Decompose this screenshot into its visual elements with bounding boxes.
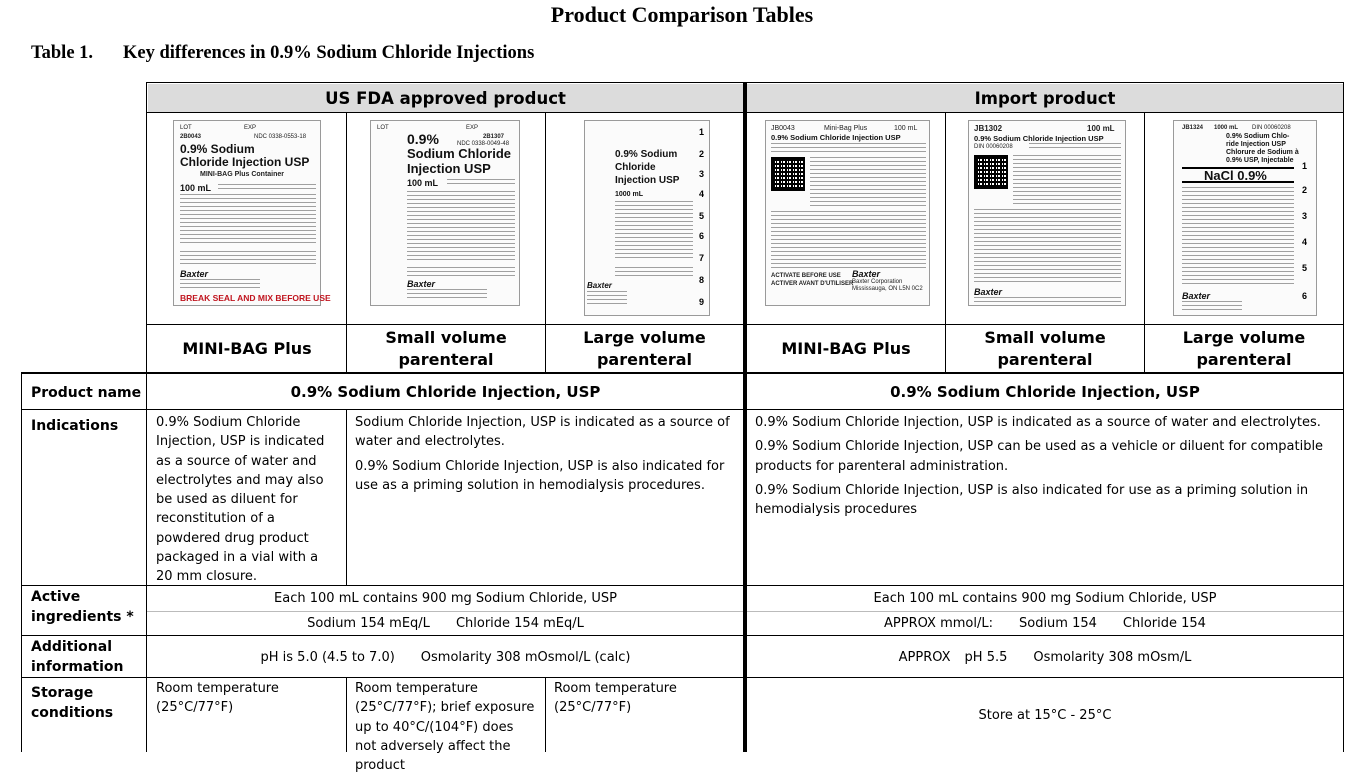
import-chloride-value: Chloride 154: [1122, 616, 1206, 631]
row-label-additional-information: Additional information: [31, 639, 124, 675]
us-sodium-value: Sodium 154 mEq/L: [307, 616, 430, 631]
label-image-import-large-volume: JB1324 1000 mL DIN 00060208 0.9% Sodium Chlo- ride Injection USP Chlorure de Sodium à 0.9% USP, Injectable NaCl 0.9% Baxter 1 2 3 4 5 6: [1173, 120, 1317, 316]
subheader-import-minibag: MINI-BAG Plus: [781, 339, 911, 358]
row-label-indications: Indications: [31, 418, 119, 434]
storage-us-large-volume: Room temperature (25°C/77°F): [554, 681, 677, 716]
us-fda-header: US FDA approved product: [148, 84, 743, 112]
subheader-import-small-volume: Small volume parenteral: [984, 328, 1106, 369]
row-label-product-name: Product name: [31, 385, 142, 401]
row-label-active-ingredients: Active ingredients *: [31, 589, 134, 625]
us-ph-value: pH is 5.0 (4.5 to 7.0): [260, 649, 395, 665]
subheader-us-small-volume: Small volume parenteral: [385, 328, 507, 369]
indications-us-minibag: 0.9% Sodium Chloride Injection, USP is indicated as a source of water and electrolytes and may also be used as diluent for reconstitution of a powdered drug product packaged in a vial with a 20 mm closure.: [156, 415, 325, 585]
storage-us-minibag: Room temperature (25°C/77°F): [156, 681, 279, 716]
subheader-us-minibag: MINI-BAG Plus: [182, 339, 312, 358]
indications-import-paragraph: 0.9% Sodium Chloride Injection, USP can be used as a vehicle or diluent for compatible products for parenteral administration.: [755, 439, 1324, 474]
storage-import: Store at 15°C - 25°C: [978, 707, 1112, 723]
label-image-import-minibag: JB0043 Mini-Bag Plus 100 mL 0.9% Sodium Chloride Injection USP ACTIVATE BEFORE USE ACTIVER AVANT D'UTILISER Baxter Baxter Corporation Mississauga, ON L5N 0C2: [765, 120, 930, 306]
product-name-us: 0.9% Sodium Chloride Injection, USP: [290, 383, 601, 401]
label-image-us-minibag: LOT EXP 2B0043 NDC 0338-0553-18 0.9% Sodium Chloride Injection USP MINI-BAG Plus Container 100 mL Baxter BREAK SEAL AND MIX BEFORE USE: [173, 120, 321, 306]
indications-us-paragraph: Sodium Chloride Injection, USP is indicated as a source of water and electrolytes.: [355, 415, 730, 450]
import-osmolarity-value: Osmolarity 308 mOsm/L: [1033, 649, 1192, 665]
indications-import-paragraph: 0.9% Sodium Chloride Injection, USP is indicated as a source of water and electrolytes.: [755, 415, 1321, 430]
active-ingredients-import-content: Each 100 mL contains 900 mg Sodium Chloride, USP: [873, 591, 1217, 606]
page-title: Product Comparison Tables: [550, 2, 814, 27]
us-chloride-value: Chloride 154 mEq/L: [455, 616, 584, 631]
label-image-us-large-volume: 0.9% Sodium Chloride Injection USP 1000 mL Baxter 1 2 3 4 5 6 7 8 9: [584, 120, 710, 316]
import-approx-label: APPROX: [898, 649, 951, 665]
indications-import-paragraph: 0.9% Sodium Chloride Injection, USP is also indicated for use as a priming solution in hemodialysis procedures: [755, 482, 1309, 518]
label-image-us-small-volume: LOT EXP 2B1307 NDC 0338-0049-48 0.9% Sodium Chloride Injection USP 100 mL Baxter: [370, 120, 520, 306]
row-label-storage-conditions: Storage conditions: [31, 685, 114, 721]
import-sodium-value: Sodium 154: [1018, 616, 1097, 631]
indications-us-paragraph: 0.9% Sodium Chloride Injection, USP is also indicated for use as a priming solution in hemodialysis procedures.: [355, 458, 725, 493]
active-ingredients-us-content: Each 100 mL contains 900 mg Sodium Chloride, USP: [274, 591, 617, 606]
import-approx-label: APPROX mmol/L:: [884, 616, 993, 631]
import-ph-value: pH 5.5: [964, 649, 1008, 665]
table-number: Table 1.: [31, 43, 94, 63]
us-osmolarity-value: Osmolarity 308 mOsmol/L (calc): [420, 649, 631, 665]
subheader-import-large-volume: Large volume parenteral: [1182, 328, 1306, 369]
label-image-import-small-volume: JB1302 100 mL 0.9% Sodium Chloride Injection USP DIN 00060208 Baxter: [968, 120, 1126, 306]
table-title: Key differences in 0.9% Sodium Chloride Injections: [123, 43, 535, 63]
subheader-us-large-volume: Large volume parenteral: [583, 328, 706, 369]
import-header: Import product: [747, 84, 1343, 112]
storage-us-small-volume: Room temperature (25°C/77°F); brief exposure up to 40°C/(104°F) does not adversely affect the product: [355, 681, 535, 774]
product-name-import: 0.9% Sodium Chloride Injection, USP: [890, 383, 1200, 401]
